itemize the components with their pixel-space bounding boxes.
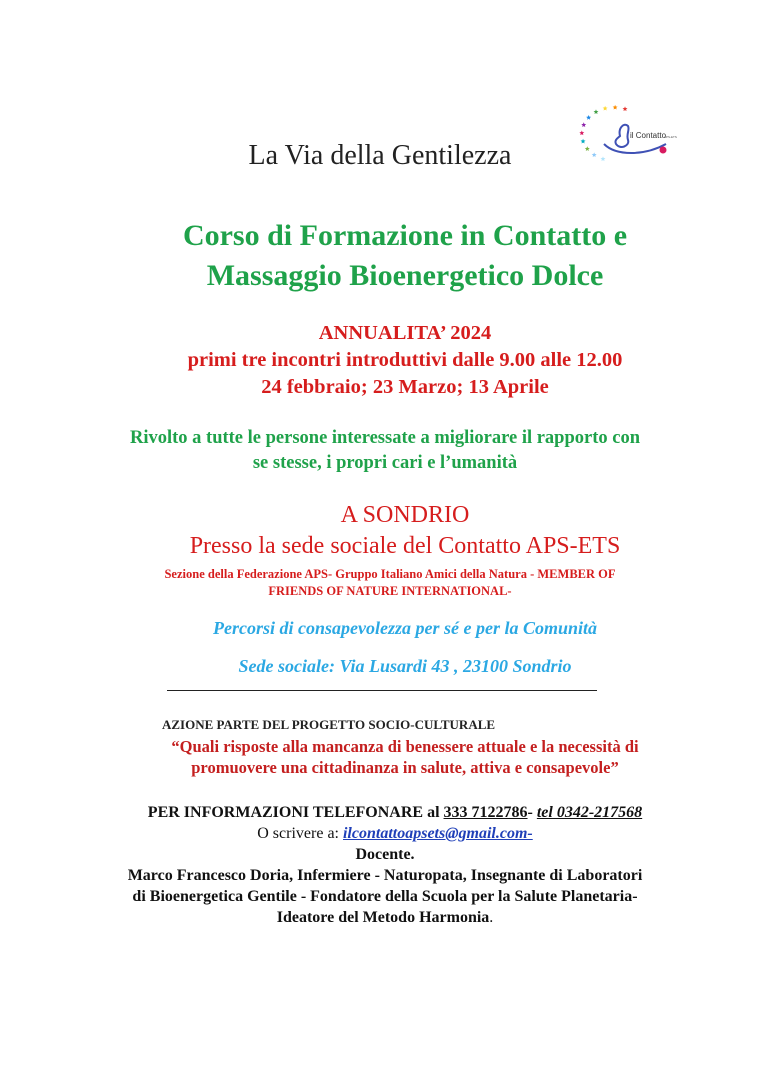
- contact-phone-line: [60, 802, 730, 823]
- tagline: Percorsi di consapevolezza per sé e per la Comunità: [213, 618, 597, 638]
- federation-line-1: Sezione della Federazione APS- Gruppo Italiano Amici della Natura - MEMBER OF: [164, 567, 616, 581]
- project-heading: AZIONE PARTE DEL PROGETTO SOCIO-CULTURALE: [162, 717, 496, 732]
- logo-star-icon: [581, 122, 586, 127]
- logo-star-icon: [603, 106, 608, 111]
- audience-text: [40, 426, 730, 476]
- divider: [167, 690, 597, 691]
- logo-figure: [615, 125, 628, 147]
- teacher-line-3-text: Ideatore del Metodo Harmonia: [276, 909, 490, 926]
- logo-star-icon: [613, 105, 618, 110]
- audience-line-2: se stesse, i propri cari e l’umanità: [252, 453, 518, 473]
- phone-link[interactable]: 333 7122786: [443, 804, 528, 821]
- course-title-line-1: Corso di Formazione in Contatto e: [182, 219, 628, 252]
- address: Sede sociale: Via Lusardi 43 , 23100 Sondrio: [238, 656, 572, 676]
- project-quote-line-1: “Quali risposte alla mancanza di benessere attuale e la necessità di: [171, 737, 639, 756]
- logo-star-icon: [586, 115, 591, 120]
- teacher-line-1: Marco Francesco Doria, Infermiere - Naturopata, Insegnante di Laboratori: [127, 867, 643, 884]
- contact-label: PER INFORMAZIONI TELEFONARE al: [147, 804, 444, 821]
- page-title: La Via della Gentilezza: [248, 140, 512, 171]
- logo-text: il Contatto: [630, 131, 667, 140]
- logo-base-swoosh: [604, 144, 666, 153]
- federation-line-2: FRIENDS OF NATURE INTERNATIONAL-: [268, 584, 512, 598]
- email-link[interactable]: ilcontattoapsets@gmail.com-: [342, 825, 533, 842]
- contact-info: [60, 802, 730, 844]
- teacher-info: [60, 844, 710, 928]
- location-place: Presso la sede sociale del Contatto APS-ETS: [189, 533, 621, 559]
- annual-dates: 24 febbraio; 23 Marzo; 13 Aprile: [261, 376, 549, 398]
- course-title: [60, 216, 750, 296]
- annual-hours: primi tre incontri introduttivi dalle 9.00 alle 12.00: [187, 349, 623, 371]
- contact-separator: -: [527, 804, 537, 821]
- teacher-line-3: [60, 907, 710, 928]
- annual-year: ANNUALITA’ 2024: [318, 322, 492, 344]
- logo-flower: [660, 147, 667, 154]
- teacher-line-3-end: .: [489, 909, 494, 926]
- schedule-block: [60, 320, 750, 401]
- logo-star-icon: [579, 130, 584, 135]
- teacher-line-2: di Bioenergetica Gentile - Fondatore della Scuola per la Salute Planetaria-: [132, 888, 638, 905]
- teacher-role: Docente.: [355, 846, 415, 863]
- logo-small-text: APS-ETS: [664, 135, 677, 139]
- logo-star-icon: [623, 106, 628, 111]
- project-quote: [60, 736, 750, 778]
- location-block: [40, 500, 763, 562]
- tel-link[interactable]: tel 0342-217568: [536, 804, 643, 821]
- location-city: A SONDRIO: [340, 502, 470, 528]
- audience-line-1: Rivolto a tutte le persone interessate a migliorare il rapporto con: [129, 428, 641, 448]
- logo-star-icon: [594, 109, 599, 114]
- federation-text: [70, 566, 710, 600]
- write-label: O scrivere a:: [257, 825, 343, 842]
- contact-email-line: [60, 823, 730, 844]
- project-quote-line-2: promuovere una cittadinanza in salute, attiva e consapevole”: [191, 758, 619, 777]
- course-title-line-2: Massaggio Bioenergetico Dolce: [206, 259, 604, 292]
